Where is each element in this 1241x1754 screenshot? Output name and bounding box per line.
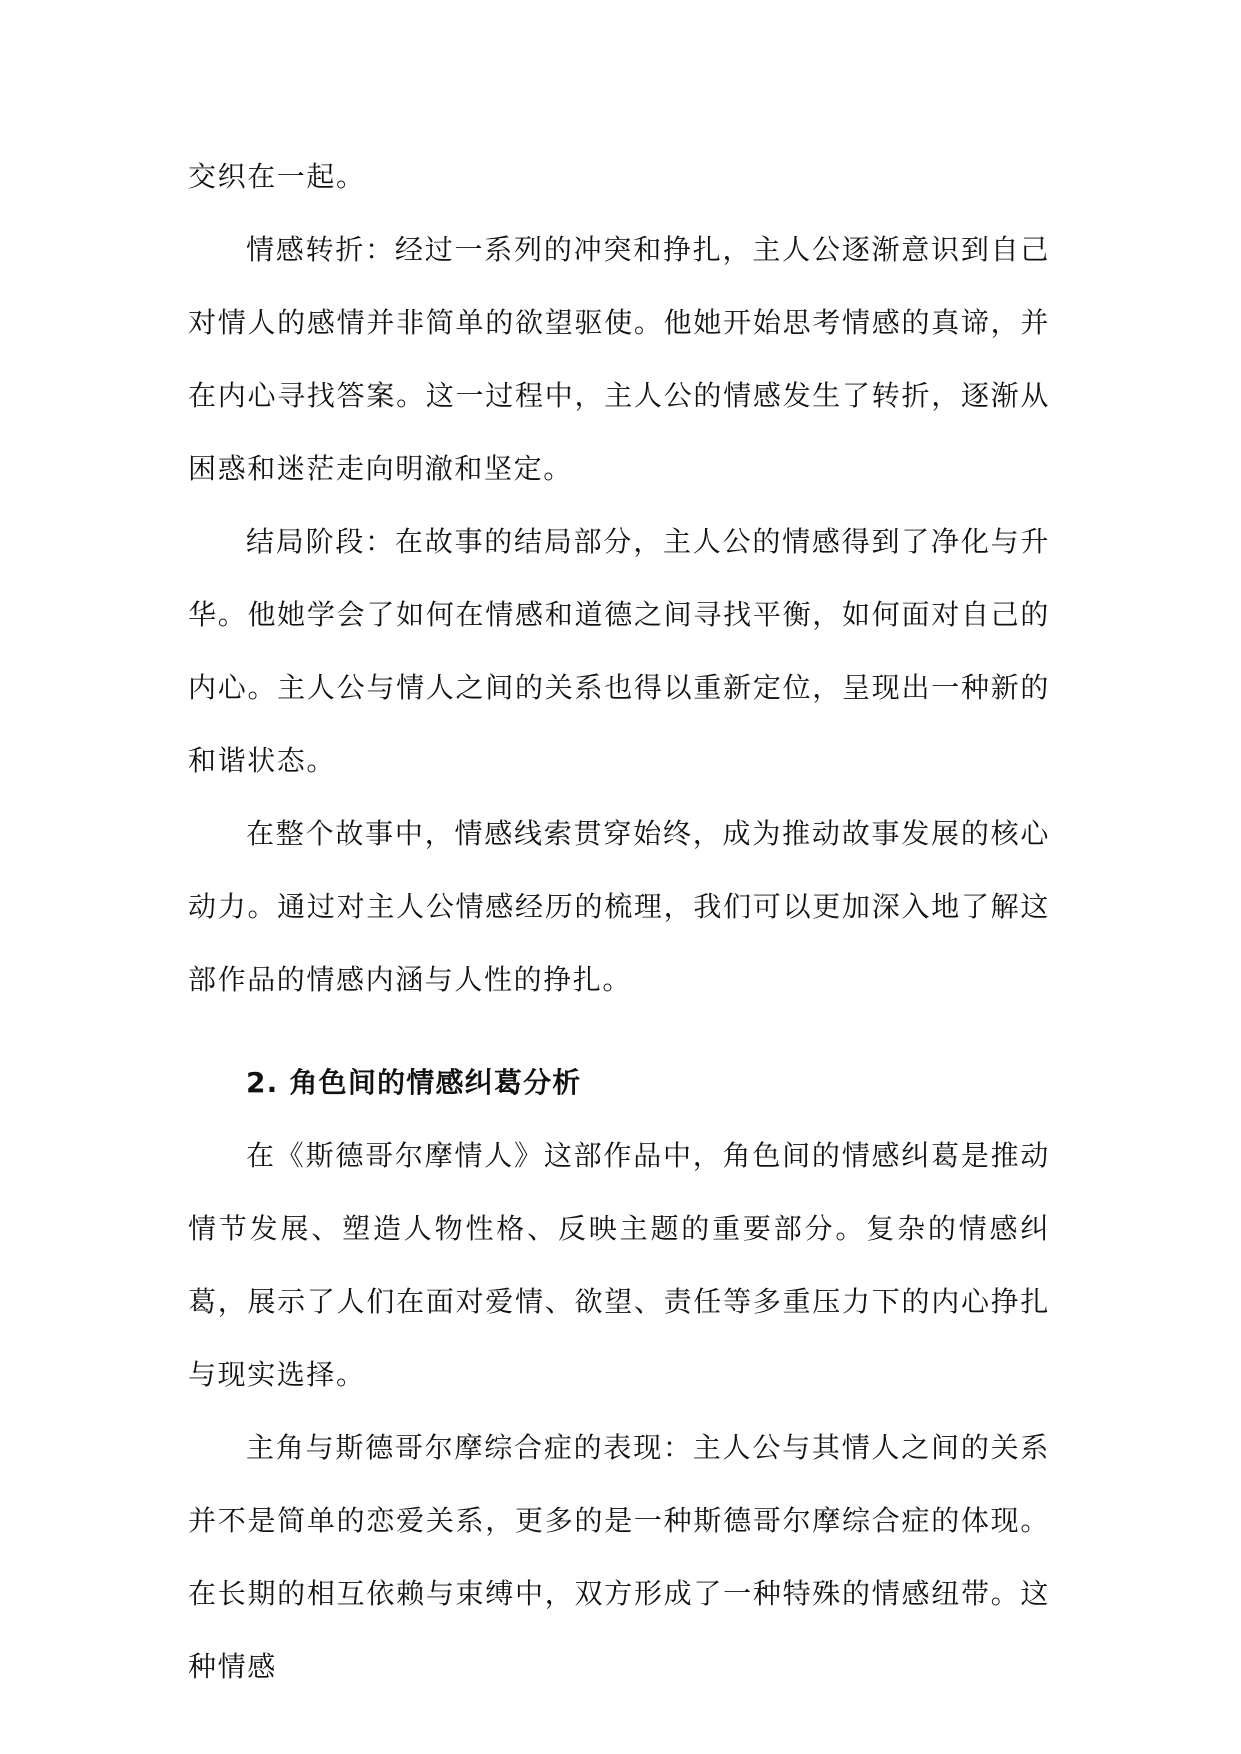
section-heading: 2. 角色间的情感纠葛分析	[246, 1066, 582, 1099]
paragraph-character-entanglement: 在《斯德哥尔摩情人》这部作品中，角色间的情感纠葛是推动情节发展、塑造人物性格、反映主题的重要部分。复杂的情感纠葛，展示了人们在面对爱情、欲望、责任等多重压力下的内心挣扎与现实选择。	[188, 1139, 1050, 1391]
paragraph-ending-stage: 结局阶段：在故事的结局部分，主人公的情感得到了净化与升华。他她学会了如何在情感和道德之间寻找平衡，如何面对自己的内心。主人公与情人之间的关系也得以重新定位，呈现出一种新的和谐状态。	[188, 525, 1050, 777]
paragraph-emotional-turn: 情感转折：经过一系列的冲突和挣扎，主人公逐渐意识到自己对情人的感情并非简单的欲望驱使。他她开始思考情感的真谛，并在内心寻找答案。这一过程中，主人公的情感发生了转折，逐渐从困惑和迷茫走向明澈和坚定。	[188, 233, 1050, 485]
paragraph-stockholm-syndrome: 主角与斯德哥尔摩综合症的表现：主人公与其情人之间的关系并不是简单的恋爱关系，更多的是一种斯德哥尔摩综合症的体现。在长期的相互依赖与束缚中，双方形成了一种特殊的情感纽带。这种情感	[188, 1431, 1050, 1683]
paragraph-continuation: 交织在一起。	[188, 160, 366, 193]
document-body	[188, 140, 1050, 1703]
paragraph-story-summary: 在整个故事中，情感线索贯穿始终，成为推动故事发展的核心动力。通过对主人公情感经历的梳理，我们可以更加深入地了解这部作品的情感内涵与人性的挣扎。	[188, 817, 1050, 996]
spacer	[188, 1016, 1050, 1046]
